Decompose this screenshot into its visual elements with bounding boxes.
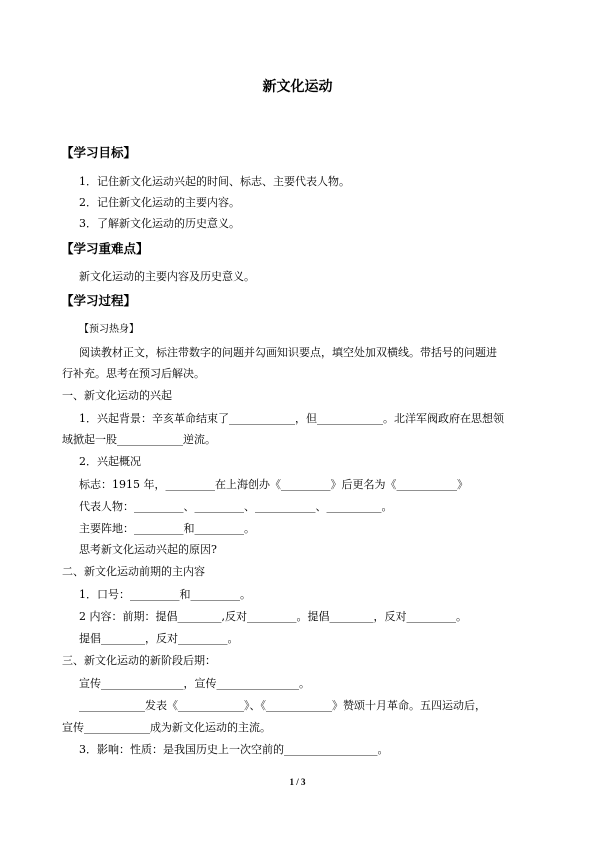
intro-line-2: 行补充。思考在预习后解决。	[62, 367, 205, 380]
part2-content: 2 内容：前期：提倡________,反对_________。提倡________，反对_________。	[79, 610, 467, 623]
key-points-text: 新文化运动的主要内容及历史意义。	[79, 270, 255, 283]
preview-label: 【预习热身】	[79, 324, 139, 335]
part3-publish: ____________发表《____________》、《____________》赞颂十月革命。五四运动后，	[79, 699, 486, 712]
part1-base: 主要阵地：_________和_________。	[79, 522, 255, 535]
part1-overview: 2．兴起概况	[79, 455, 141, 468]
part3-influence: 3．影响：性质：是我国历史上一次空前的_________________。	[79, 743, 389, 756]
page-title: 新文化运动	[262, 79, 333, 95]
part1-title: 一、新文化运动的兴起	[62, 389, 172, 402]
section-heading-process: 【学习过程】	[61, 293, 137, 308]
part3-mainstream: 宣传____________成为新文化运动的主流。	[62, 721, 271, 734]
intro-line-1: 阅读教材正文，标注带数字的问题并勾画知识要点，填空处加双横线。带括号的问题进	[79, 346, 497, 359]
page-number: 1 / 3	[289, 777, 306, 787]
part2-title: 二、新文化运动前期的主内容	[62, 565, 205, 578]
part3-promote: 宣传_______________，宣传_______________。	[79, 677, 310, 690]
part2-content-2: 提倡________，反对_________。	[79, 632, 239, 645]
part2-slogan: 1．口号：_________和_________。	[79, 588, 251, 601]
part1-background-b: 域掀起一股____________逆流。	[62, 433, 216, 446]
goal-item-3: 3．了解新文化运动的历史意义。	[79, 217, 240, 230]
goal-item-1: 1．记住新文化运动兴起的时间、标志、主要代表人物。	[79, 175, 350, 188]
goal-item-2: 2．记住新文化运动的主要内容。	[79, 196, 240, 209]
part1-background-a: 1．兴起背景：辛亥革命结束了____________，但____________。北洋军阀政府在思想领	[79, 412, 504, 425]
part1-think: 思考新文化运动兴起的原因?	[79, 543, 217, 556]
part3-title: 三、新文化运动的新阶段后期：	[62, 654, 216, 667]
section-heading-goals: 【学习目标】	[61, 145, 137, 160]
part1-representatives: 代表人物：_________、_________、___________、__________。	[79, 500, 393, 513]
part1-sign: 标志：1915 年，_________在上海创办《_________》后更名为《___________》	[79, 478, 468, 491]
section-heading-key-points: 【学习重难点】	[61, 241, 149, 256]
